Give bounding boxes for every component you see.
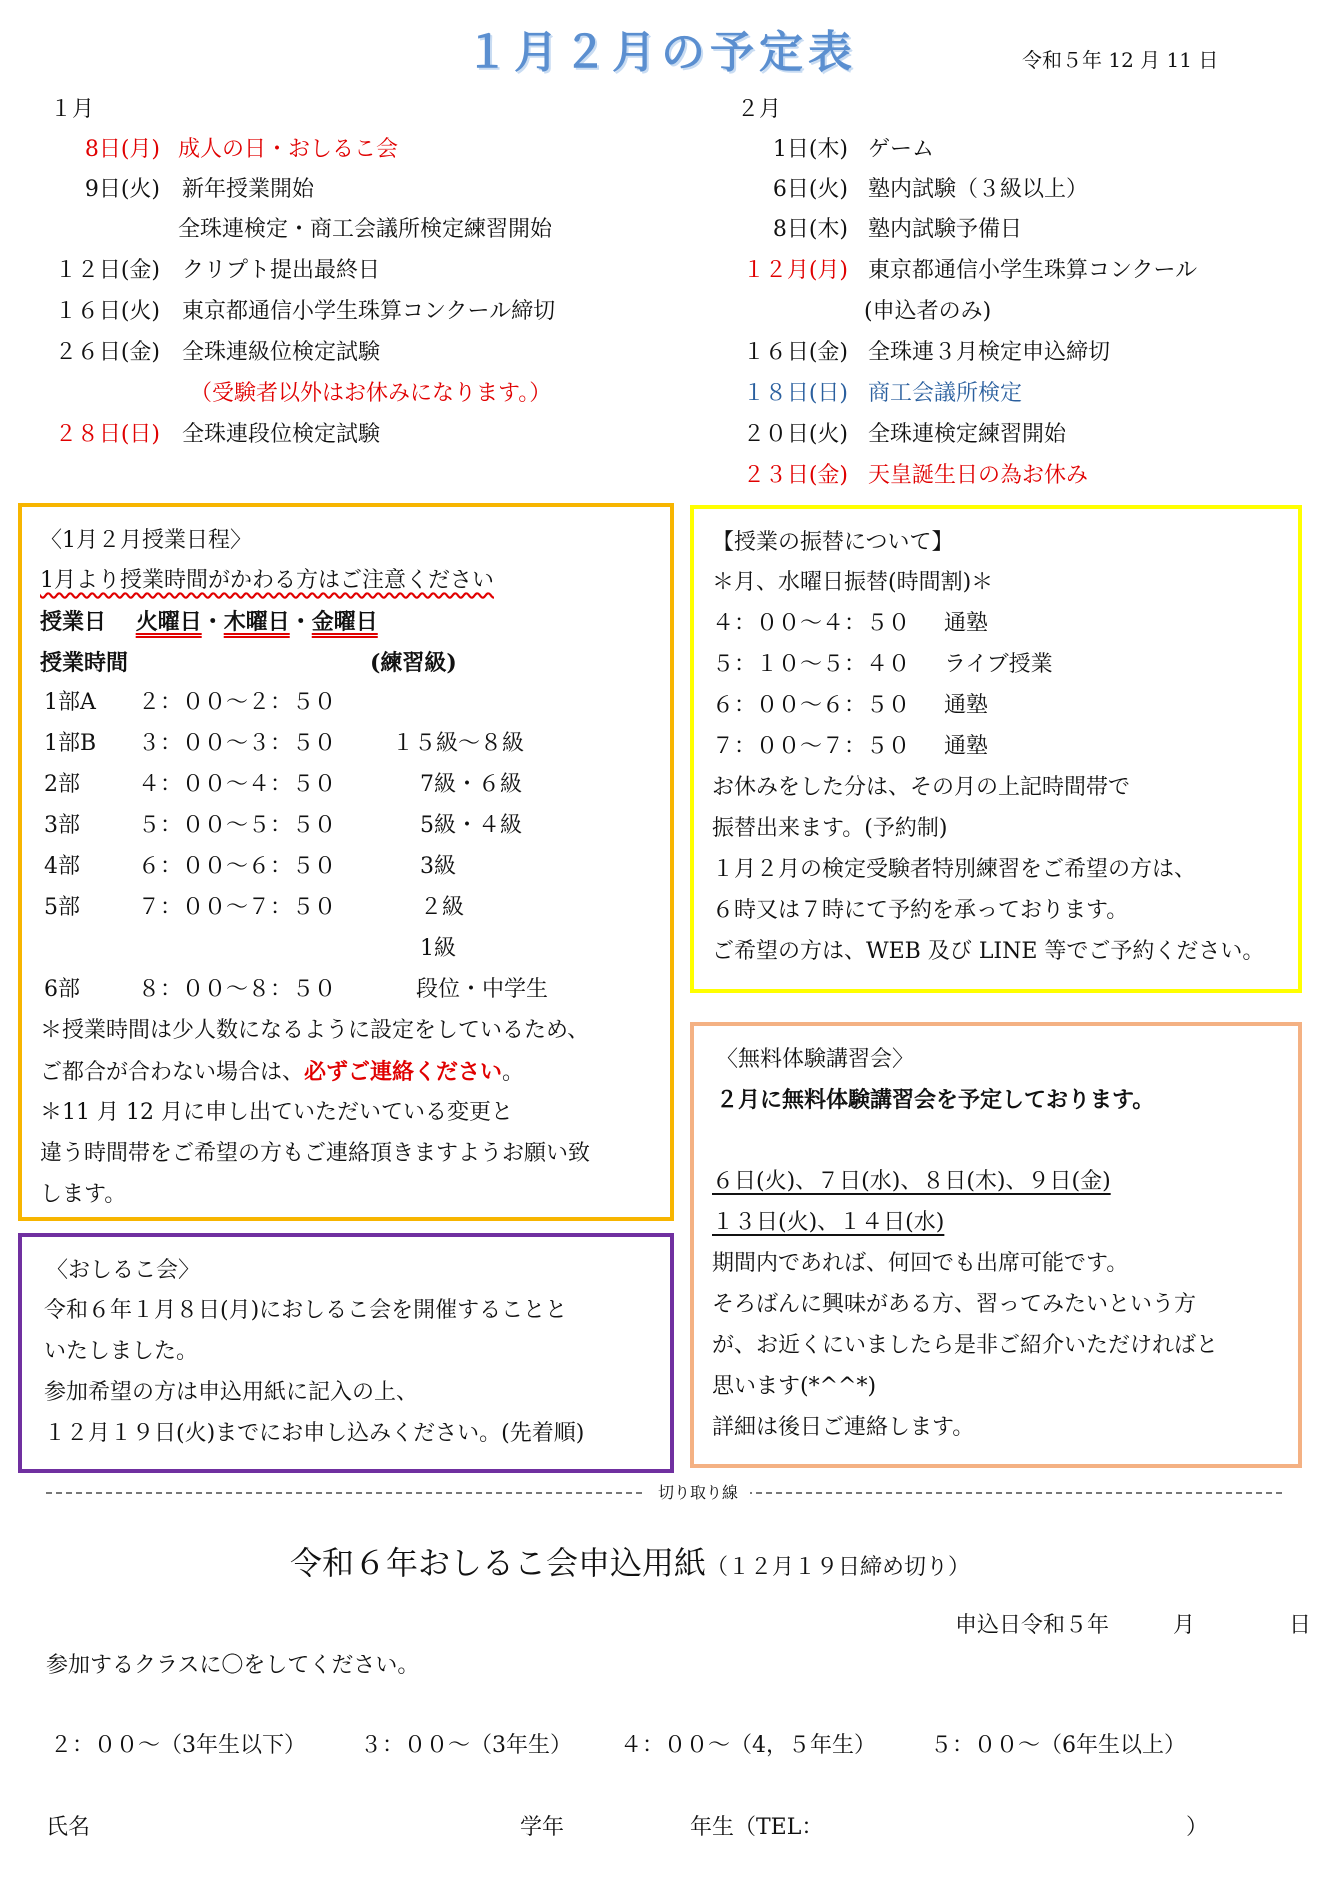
- jan-item-event: 新年授業開始: [182, 177, 315, 202]
- table-row: [712, 645, 1272, 685]
- class-part: 2部: [44, 772, 80, 797]
- feb-item: [700, 292, 1300, 332]
- jan-item: [0, 292, 640, 332]
- cut-line-label: 切り取り線: [646, 1480, 750, 1503]
- class-level: 段位・中学生: [416, 977, 549, 1002]
- makeup-type: ライブ授業: [944, 652, 1053, 677]
- free-trial-line: 期間内であれば、何回でも出席可能です。: [712, 1251, 1129, 1276]
- feb-item: [700, 374, 1300, 414]
- feb-item-event: 商工会議所検定: [868, 381, 1023, 406]
- oshiruko-line: 参加希望の方は申込用紙に記入の上、: [44, 1380, 419, 1405]
- table-row: [712, 686, 1272, 726]
- apply-date-label: 申込日令和５年: [955, 1613, 1110, 1638]
- makeup-note-line: ご希望の方は、WEB 及び LINE 等でご予約ください。: [712, 939, 1265, 964]
- schedule-notice-text: 1月より授業時間がかわる方はご注意ください: [40, 568, 494, 593]
- oshiruko-line: いたしました。: [44, 1339, 199, 1364]
- jan-item-date: ２８日(日): [54, 422, 160, 447]
- class-part: 3部: [44, 813, 80, 838]
- class-part: 1部A: [44, 690, 96, 715]
- feb-item-date: ２３日(金): [742, 463, 848, 488]
- apply-date-row: [955, 1608, 1311, 1639]
- class-part: 6部: [44, 977, 80, 1002]
- makeup-time: ６：００～６：５０: [712, 693, 911, 718]
- feb-item-date: １８日(日): [742, 381, 848, 406]
- jan-item-event: クリプト提出最終日: [182, 258, 381, 283]
- table-row: [40, 888, 640, 928]
- free-trial-dates: [712, 1162, 1111, 1202]
- class-time: ２：００～２：５０: [138, 690, 337, 715]
- class-time: ４：００～４：５０: [138, 772, 337, 797]
- jan-item: [0, 415, 640, 455]
- feb-item-date: 8日(木): [772, 217, 848, 242]
- schedule-note-line: 違う時間帯をご希望の方もご連絡頂きますようお願い致: [40, 1141, 591, 1166]
- free-trial-line: が、お近くにいましたら是非ご紹介いただければと: [712, 1333, 1219, 1358]
- feb-item: [700, 456, 1300, 496]
- page-title: １月２月の予定表: [465, 27, 857, 78]
- schedule-note-line: します。: [40, 1182, 127, 1207]
- jan-item: [0, 251, 640, 291]
- class-level: 5級・４級: [420, 813, 522, 838]
- feb-item-event: (申込者のみ): [864, 299, 992, 324]
- jan-item-event: 全珠連検定・商工会議所検定練習開始: [178, 217, 553, 242]
- oshiruko-box: [18, 1233, 674, 1473]
- class-time-header: [40, 643, 457, 683]
- tel-close-paren: ）: [1186, 1815, 1209, 1840]
- apply-month-label: 月: [1173, 1613, 1196, 1638]
- jan-item-event: （受験者以外はお休みになります。）: [190, 381, 552, 406]
- feb-item-date: ２０日(火): [742, 422, 848, 447]
- schedule-note-line: ＊11 月 12 月に申し出ていただいている変更と: [40, 1100, 513, 1125]
- class-level: 7級・６級: [420, 772, 522, 797]
- form-deadline: （１２月１９日締め切り）: [706, 1555, 971, 1580]
- table-row: [40, 847, 640, 887]
- makeup-note-line: １月２月の検定受験者特別練習をご希望の方は、: [712, 857, 1197, 882]
- form-title: [290, 1538, 970, 1584]
- free-trial-box: [690, 1022, 1302, 1468]
- form-title-text: 令和６年おしるこ会申込用紙: [290, 1544, 707, 1582]
- practice-level-label: (練習級): [370, 650, 457, 676]
- class-day: 木曜日: [223, 609, 290, 635]
- class-schedule-box: [18, 503, 674, 1221]
- class-time: ３：００～３：５０: [138, 731, 337, 756]
- oshiruko-title: 〈おしるこ会〉: [46, 1258, 201, 1283]
- oshiruko-line: １２月１９日(火)までにお申し込みください。(先着順): [44, 1421, 585, 1446]
- free-trial-dates: [712, 1203, 944, 1243]
- table-row: [40, 970, 640, 1010]
- jan-item-date: ２６日(金): [54, 340, 160, 365]
- class-part: 5部: [44, 895, 80, 920]
- cut-line: [46, 1482, 1282, 1502]
- schedule-note-line: [40, 1052, 524, 1092]
- table-row: [712, 604, 1272, 644]
- free-trial-line: 思います(*^^*): [712, 1374, 877, 1399]
- class-part: 1部B: [44, 731, 97, 756]
- apply-day-label: 日: [1289, 1613, 1312, 1638]
- jan-heading: １月: [50, 97, 95, 122]
- schedule-note-text: ご都合が合わない場合は、: [40, 1060, 305, 1085]
- table-row: [40, 929, 640, 969]
- free-trial-title: 〈無料体験講習会〉: [716, 1047, 915, 1072]
- class-option-5[interactable]: ５：００～（6年生以上）: [930, 1733, 1186, 1758]
- jan-item: [0, 333, 640, 373]
- table-row: [40, 806, 640, 846]
- schedule-note-text: 。: [502, 1060, 525, 1085]
- feb-item-event: 塾内試験（３級以上）: [868, 177, 1089, 202]
- class-day-sep: ・: [289, 609, 312, 635]
- makeup-time: ５：１０～５：４０: [712, 652, 911, 677]
- jan-item-event: 東京都通信小学生珠算コンクール締切: [182, 299, 556, 324]
- feb-item: [700, 251, 1300, 291]
- table-row: [40, 683, 640, 723]
- makeup-type: 通塾: [944, 611, 989, 636]
- makeup-class-subtitle: ＊月、水曜日振替(時間割)＊: [712, 570, 994, 595]
- feb-item-date: １２月(月): [742, 258, 848, 283]
- feb-item: [700, 210, 1300, 250]
- jan-item-date: １２日(金): [54, 258, 160, 283]
- schedule-note-line: ＊授業時間は少人数になるように設定をしているため、: [40, 1018, 590, 1043]
- table-row: [712, 727, 1272, 767]
- makeup-class-box: [690, 505, 1302, 993]
- form-instruction: 参加するクラスに〇をしてください。: [46, 1653, 420, 1678]
- makeup-note-line: 振替出来ます。(予約制): [712, 816, 948, 841]
- name-label: 氏名: [46, 1815, 91, 1840]
- feb-item-event: 全珠連検定練習開始: [868, 422, 1067, 447]
- jan-item-date: 8日(月): [84, 137, 160, 162]
- class-time: ５：００～５：５０: [138, 813, 337, 838]
- jan-item-event: 全珠連級位検定試験: [182, 340, 381, 365]
- feb-heading: ２月: [737, 97, 782, 122]
- jan-item-event: 全珠連段位検定試験: [182, 422, 381, 447]
- feb-item-event: 全珠連３月検定申込締切: [868, 340, 1111, 365]
- contact-required-text: 必ずご連絡ください: [304, 1059, 503, 1085]
- free-trial-line: そろばんに興味がある方、習ってみたいという方: [712, 1292, 1197, 1317]
- makeup-time: ７：００～７：５０: [712, 734, 911, 759]
- schedule-notice: [40, 561, 494, 601]
- feb-item-event: ゲーム: [868, 137, 935, 162]
- feb-item-event: 天皇誕生日の為お休み: [868, 463, 1089, 488]
- class-day: 火曜日: [135, 609, 202, 635]
- class-days-row: [40, 602, 378, 642]
- feb-item: [700, 170, 1300, 210]
- class-days-label: 授業日: [40, 609, 107, 635]
- free-trial-dates-text: ６日(火)、７日(水)、８日(木)、９日(金): [712, 1169, 1111, 1194]
- class-time: ７：００～７：５０: [138, 895, 337, 920]
- makeup-type: 通塾: [944, 734, 989, 759]
- makeup-note-line: ６時又は７時にて予約を承っております。: [712, 898, 1129, 923]
- feb-item: [700, 130, 1300, 170]
- feb-item-event: 東京都通信小学生珠算コンクール: [868, 258, 1198, 283]
- feb-item: [700, 333, 1300, 373]
- jan-item-event: 成人の日・おしるこ会: [178, 137, 399, 162]
- jan-item: [0, 374, 640, 414]
- free-trial-headline: ２月に無料体験講習会を予定しております。: [716, 1087, 1155, 1113]
- grade-tel-label: 年生（TEL：: [690, 1815, 824, 1840]
- class-option-4[interactable]: ４：００～（4，５年生）: [620, 1733, 876, 1758]
- class-level: 3級: [420, 854, 456, 879]
- jan-item: [0, 210, 640, 250]
- class-time-label: 授業時間: [40, 650, 129, 676]
- makeup-class-title: 【授業の振替について】: [712, 530, 954, 555]
- feb-item-date: 6日(火): [772, 177, 848, 202]
- feb-item: [700, 415, 1300, 455]
- jan-item: [0, 170, 640, 210]
- free-trial-line: 詳細は後日ご連絡します。: [712, 1415, 975, 1440]
- class-day-sep: ・: [201, 609, 224, 635]
- class-level: ２級: [420, 895, 465, 920]
- makeup-note-line: お休みをした分は、その月の上記時間帯で: [712, 775, 1131, 800]
- jan-item-date: 9日(火): [84, 177, 160, 202]
- oshiruko-line: 令和６年１月８日(月)におしるこ会を開催することと: [44, 1298, 568, 1323]
- class-part: 4部: [44, 854, 80, 879]
- table-row: [40, 765, 640, 805]
- table-row: [40, 724, 640, 764]
- feb-item-date: １６日(金): [742, 340, 848, 365]
- issue-date: 令和５年 12 月 11 日: [1022, 48, 1219, 72]
- grade-label: 学年: [520, 1815, 565, 1840]
- jan-item-date: １６日(火): [54, 299, 160, 324]
- feb-item-date: 1日(木): [772, 137, 848, 162]
- class-time: ６：００～６：５０: [138, 854, 337, 879]
- class-schedule-title: 〈1月２月授業日程〉: [40, 528, 252, 553]
- makeup-type: 通塾: [944, 693, 989, 718]
- class-level: 1級: [420, 936, 456, 961]
- class-day: 金曜日: [311, 609, 378, 635]
- feb-item-event: 塾内試験予備日: [868, 217, 1023, 242]
- jan-item: [0, 130, 640, 170]
- makeup-time: ４：００～４：５０: [712, 611, 911, 636]
- class-option-2[interactable]: ２：００～（3年生以下）: [50, 1733, 306, 1758]
- class-level: １５級～８級: [392, 731, 525, 756]
- class-option-3[interactable]: ３：００～（3年生）: [360, 1733, 572, 1758]
- free-trial-dates-text: １３日(火)、１４日(水): [712, 1210, 945, 1235]
- class-time: ８：００～８：５０: [138, 977, 337, 1002]
